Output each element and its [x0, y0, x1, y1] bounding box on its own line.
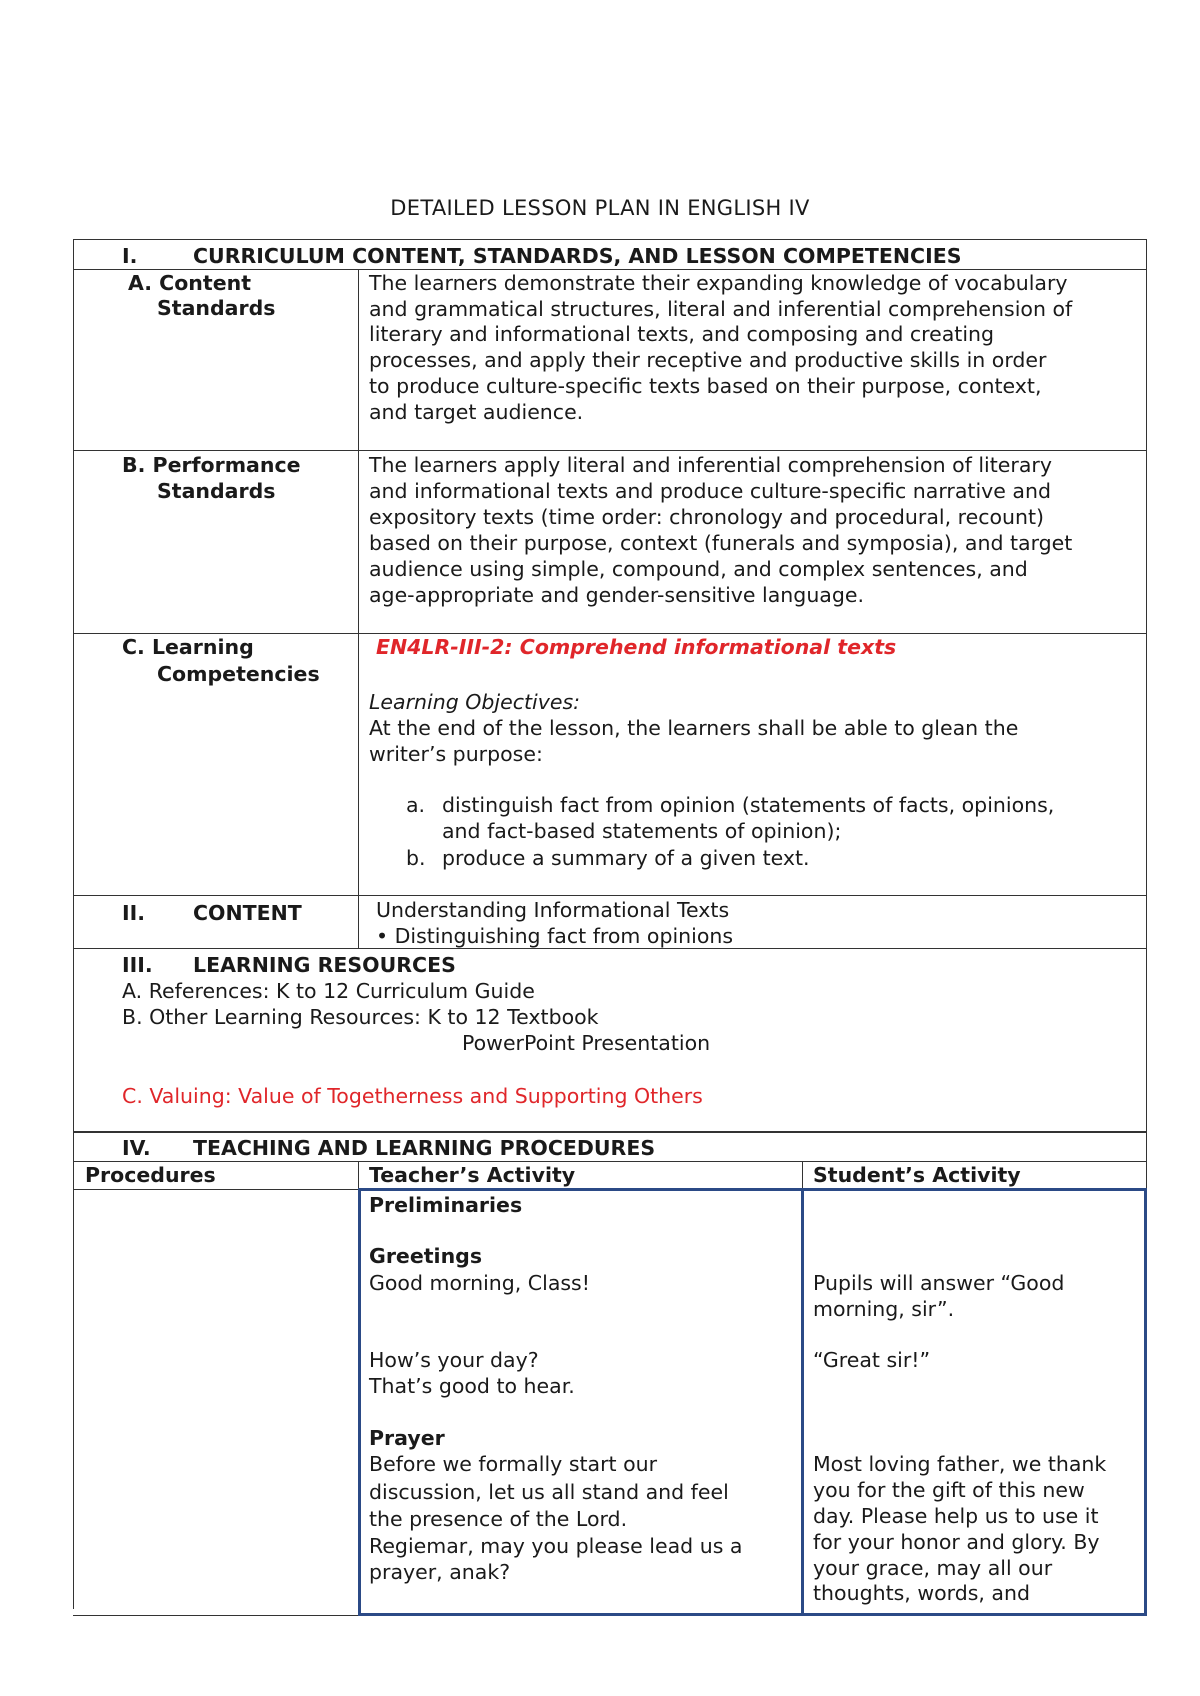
section-3-heading: LEARNING RESOURCES [193, 953, 456, 977]
content-standards-label-2: Standards [157, 296, 276, 320]
reference-a: A. References: K to 12 Curriculum Guide [122, 979, 535, 1003]
column-procedures: Procedures [85, 1163, 216, 1187]
performance-standards-label: B. Performance [122, 453, 301, 477]
content-standards-label: A. Content [128, 271, 251, 295]
reference-b-2: PowerPoint Presentation [462, 1031, 711, 1055]
section-3-numeral: III. [122, 953, 153, 977]
objectives-intro: At the end of the lesson, the learners shall be able to glean the [369, 716, 1019, 740]
valuing: C. Valuing: Value of Togetherness and Supporting Others [122, 1084, 703, 1108]
section-2-numeral: II. [122, 901, 146, 925]
learning-competencies-label: C. Learning [122, 635, 254, 659]
learning-competencies-label-2: Competencies [157, 662, 320, 686]
page-title: DETAILED LESSON PLAN IN ENGLISH IV [390, 196, 810, 220]
section-4-numeral: IV. [122, 1136, 151, 1160]
prayer-heading: Prayer [369, 1426, 445, 1450]
content-topic: Understanding Informational Texts [376, 898, 730, 922]
content-subtopic: • Distinguishing fact from opinions [376, 924, 734, 948]
section-1-numeral: I. [122, 244, 138, 268]
column-teacher-activity: Teacher’s Activity [369, 1163, 576, 1187]
reference-b: B. Other Learning Resources: K to 12 Textbook [122, 1005, 599, 1029]
greetings-heading: Greetings [369, 1244, 483, 1268]
competency-code: EN4LR-III-2: Comprehend informational texts [376, 635, 897, 659]
objectives-label: Learning Objectives: [369, 690, 581, 714]
section-1-heading: CURRICULUM CONTENT, STANDARDS, AND LESSON COMPETENCIES [193, 244, 962, 268]
performance-standards-label-2: Standards [157, 479, 276, 503]
preliminaries-heading: Preliminaries [369, 1193, 523, 1217]
section-4-heading: TEACHING AND LEARNING PROCEDURES [193, 1136, 656, 1160]
section-2-heading: CONTENT [193, 901, 302, 925]
column-student-activity: Student’s Activity [813, 1163, 1021, 1187]
